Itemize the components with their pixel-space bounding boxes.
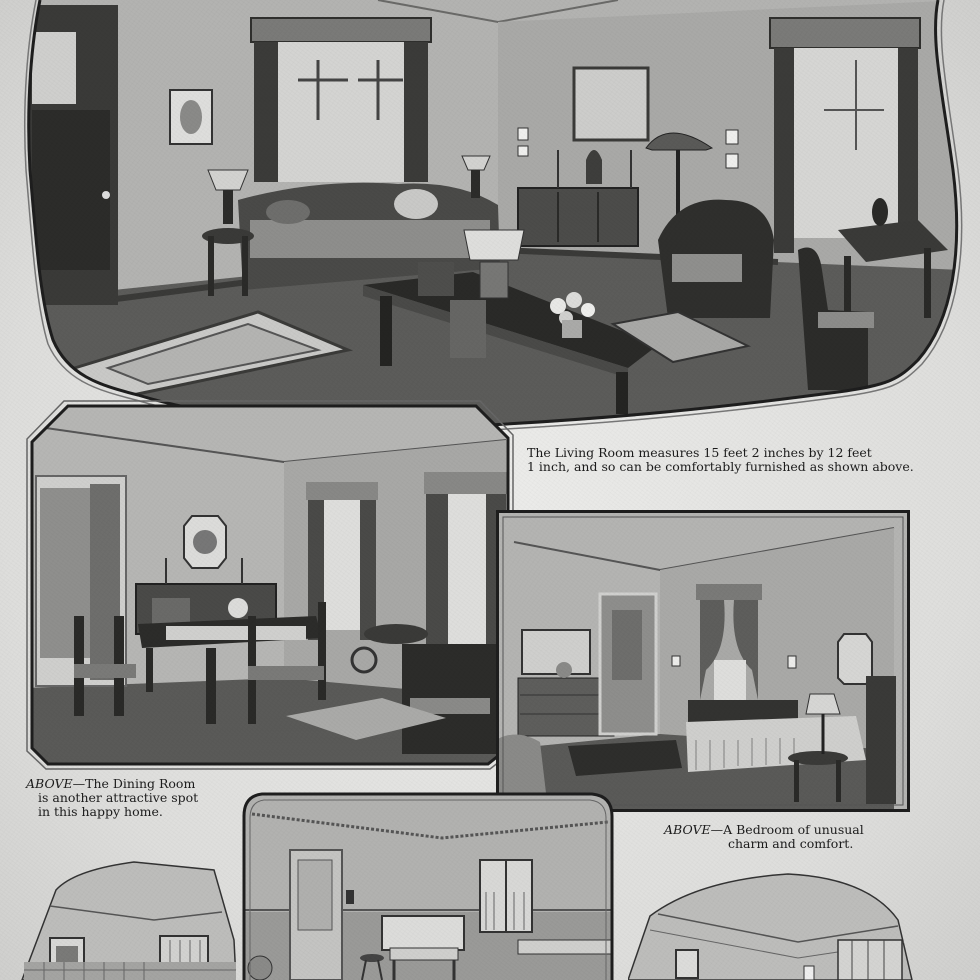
bathroom-left-illustration (14, 860, 236, 980)
bedroom-caption-line-1: —A Bedroom of unusual (710, 822, 864, 837)
living-caption-line-1: The Living Room measures 15 feet 2 inches by 12 feet (527, 445, 872, 460)
dining-room-caption (26, 777, 226, 819)
living-room-illustration (18, 0, 963, 440)
kitchen-illustration (242, 792, 614, 980)
bedroom-caption-line-2: charm and comfort. (728, 836, 854, 851)
dining-caption-line-3: in this happy home. (38, 804, 163, 819)
dining-caption-lead: ABOVE (26, 776, 73, 791)
bathroom-right-illustration (628, 870, 918, 980)
bedroom-illustration (496, 510, 910, 812)
dining-caption-line-2: is another attractive spot (38, 790, 199, 805)
living-caption-line-2: 1 inch, and so can be comfortably furnished as shown above. (527, 459, 914, 474)
bedroom-caption (664, 823, 904, 851)
bedroom-caption-lead: ABOVE (664, 822, 711, 837)
dining-room-illustration (26, 398, 518, 770)
living-room-caption (527, 446, 927, 474)
dining-caption-line-1: —The Dining Room (72, 776, 196, 791)
